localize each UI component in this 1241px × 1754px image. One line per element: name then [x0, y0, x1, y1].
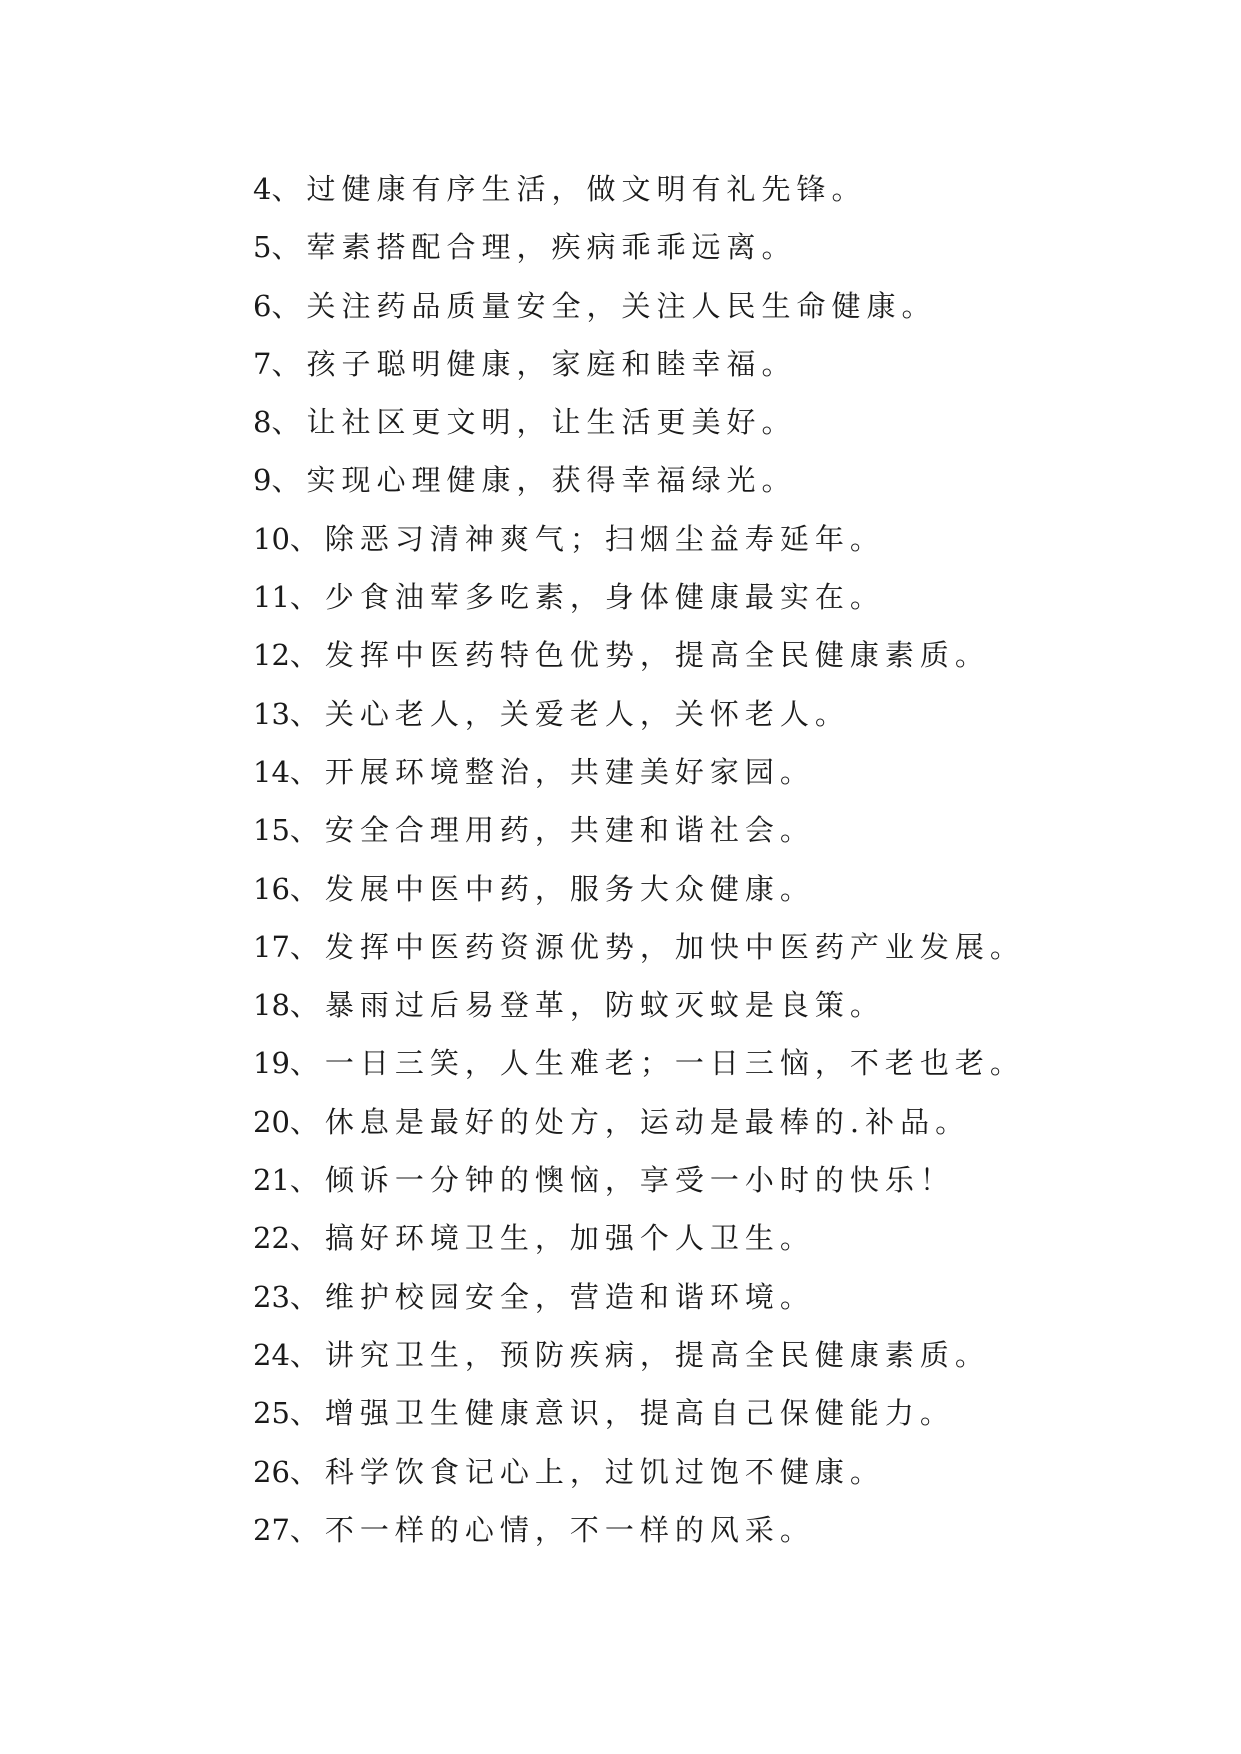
slogan-line	[253, 568, 1025, 626]
slogan-number: 5	[253, 230, 272, 265]
slogan-line	[253, 1093, 1025, 1151]
slogan-number: 14	[253, 754, 290, 789]
slogan-line	[253, 801, 1025, 859]
slogan-text: 发挥中医药特色优势，提高全民健康素质。	[324, 638, 990, 673]
slogan-text: 休息是最好的处方，运动是最棒的.补品。	[324, 1104, 971, 1139]
slogan-separator: 、	[289, 580, 325, 615]
slogan-line	[253, 1151, 1025, 1209]
slogan-line	[253, 510, 1025, 568]
slogan-text: 孩子聪明健康，家庭和睦幸福。	[306, 346, 797, 381]
slogan-text: 发挥中医药资源优势，加快中医药产业发展。	[324, 929, 1025, 964]
slogan-separator: 、	[289, 1396, 325, 1431]
slogan-text: 实现心理健康，获得幸福绿光。	[306, 463, 797, 498]
slogan-text: 让社区更文明，让生活更美好。	[306, 405, 797, 440]
slogan-text: 维护校园安全，营造和谐环境。	[324, 1279, 815, 1314]
slogan-separator: 、	[289, 1046, 325, 1081]
slogan-number: 9	[253, 463, 272, 498]
slogan-text: 不一样的心情，不一样的风采。	[324, 1512, 815, 1547]
slogan-separator: 、	[289, 1104, 325, 1139]
slogan-line	[253, 1209, 1025, 1267]
slogan-text: 关注药品质量安全，关注人民生命健康。	[306, 288, 937, 323]
slogan-line	[253, 860, 1025, 918]
slogan-number: 15	[253, 813, 290, 848]
slogan-separator: 、	[289, 813, 325, 848]
slogan-separator: 、	[289, 1221, 325, 1256]
slogan-separator: 、	[289, 696, 325, 731]
slogan-separator: 、	[289, 638, 325, 673]
slogan-number: 8	[253, 405, 272, 440]
slogan-list	[253, 160, 1025, 1559]
slogan-number: 4	[253, 172, 272, 206]
slogan-number: 27	[253, 1512, 290, 1547]
slogan-separator: 、	[289, 1454, 325, 1489]
slogan-text: 一日三笑，人生难老；一日三恼，不老也老。	[324, 1046, 1025, 1081]
slogan-line	[253, 1501, 1025, 1559]
slogan-text: 发展中医中药，服务大众健康。	[324, 871, 815, 906]
slogan-separator: 、	[271, 346, 307, 381]
slogan-line	[253, 918, 1025, 976]
slogan-separator: 、	[289, 1512, 325, 1547]
slogan-number: 21	[253, 1163, 290, 1198]
slogan-number: 7	[253, 346, 272, 381]
slogan-text: 关心老人，关爱老人，关怀老人。	[324, 696, 850, 731]
slogan-separator: 、	[289, 871, 325, 906]
slogan-text: 除恶习清神爽气；扫烟尘益寿延年。	[324, 521, 885, 556]
slogan-number: 17	[253, 929, 290, 964]
slogan-number: 10	[253, 521, 290, 556]
slogan-line	[253, 160, 1025, 218]
slogan-text: 增强卫生健康意识，提高自己保健能力。	[324, 1396, 955, 1431]
slogan-text: 倾诉一分钟的懊恼，享受一小时的快乐！	[324, 1163, 955, 1198]
slogan-separator: 、	[271, 172, 307, 206]
slogan-line	[253, 743, 1025, 801]
slogan-separator: 、	[289, 521, 325, 556]
slogan-line	[253, 976, 1025, 1034]
slogan-number: 11	[253, 580, 290, 615]
slogan-line	[253, 277, 1025, 335]
slogan-separator: 、	[289, 754, 325, 789]
slogan-text: 暴雨过后易登革，防蚊灭蚊是良策。	[324, 988, 885, 1023]
slogan-number: 13	[253, 696, 290, 731]
slogan-text: 少食油荤多吃素，身体健康最实在。	[324, 580, 885, 615]
slogan-number: 20	[253, 1104, 290, 1139]
slogan-separator: 、	[289, 1279, 325, 1314]
slogan-separator: 、	[289, 929, 325, 964]
slogan-line	[253, 1268, 1025, 1326]
slogan-number: 19	[253, 1046, 290, 1081]
slogan-separator: 、	[289, 1337, 325, 1372]
slogan-number: 16	[253, 871, 290, 906]
slogan-text: 讲究卫生，预防疾病，提高全民健康素质。	[324, 1337, 990, 1372]
slogan-line	[253, 335, 1025, 393]
slogan-line	[253, 1443, 1025, 1501]
slogan-line	[253, 451, 1025, 509]
slogan-number: 24	[253, 1337, 290, 1372]
slogan-separator: 、	[271, 463, 307, 498]
slogan-text: 科学饮食记心上，过饥过饱不健康。	[324, 1454, 885, 1489]
slogan-line	[253, 218, 1025, 276]
slogan-line	[253, 1326, 1025, 1384]
slogan-text: 荤素搭配合理，疾病乖乖远离。	[306, 230, 797, 265]
slogan-number: 6	[253, 288, 272, 323]
slogan-separator: 、	[271, 288, 307, 323]
slogan-separator: 、	[271, 405, 307, 440]
slogan-text: 过健康有序生活，做文明有礼先锋。	[306, 172, 867, 206]
slogan-line	[253, 685, 1025, 743]
slogan-separator: 、	[271, 230, 307, 265]
slogan-line	[253, 1384, 1025, 1442]
slogan-number: 23	[253, 1279, 290, 1314]
slogan-text: 开展环境整治，共建美好家园。	[324, 754, 815, 789]
slogan-number: 22	[253, 1221, 290, 1256]
slogan-separator: 、	[289, 988, 325, 1023]
slogan-line	[253, 1034, 1025, 1092]
slogan-line	[253, 393, 1025, 451]
slogan-number: 25	[253, 1396, 290, 1431]
slogan-text: 搞好环境卫生，加强个人卫生。	[324, 1221, 815, 1256]
slogan-number: 18	[253, 988, 290, 1023]
slogan-line	[253, 626, 1025, 684]
slogan-text: 安全合理用药，共建和谐社会。	[324, 813, 815, 848]
slogan-number: 26	[253, 1454, 290, 1489]
slogan-separator: 、	[289, 1163, 325, 1198]
slogan-number: 12	[253, 638, 290, 673]
